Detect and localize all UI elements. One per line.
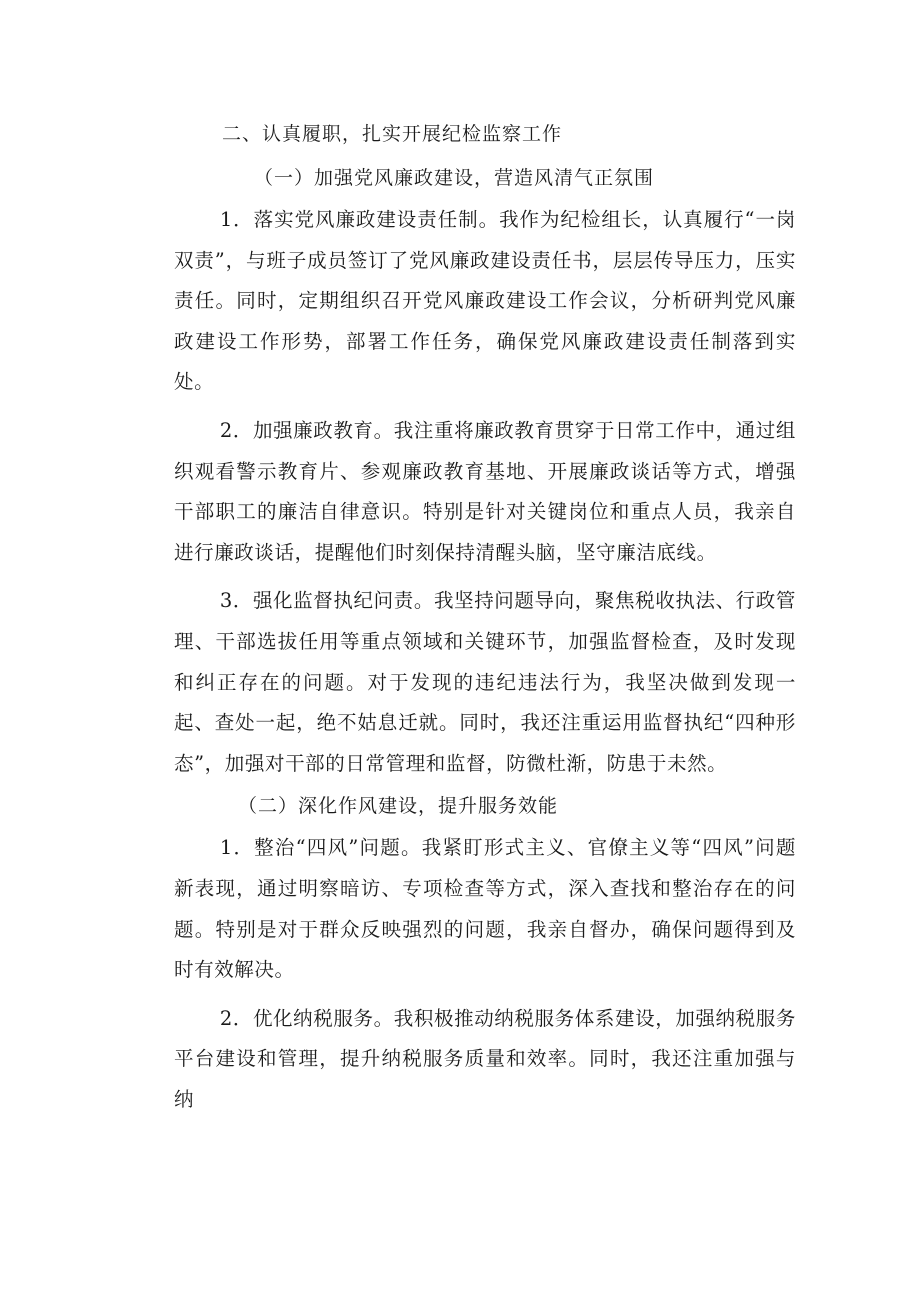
subsection-title-2: （二）深化作风建设，提升服务效能 bbox=[238, 795, 559, 818]
paragraph-2-2: 2．优化纳税服务。我积极推动纳税服务体系建设，加强纳税服务平台建设和管理，提升纳税服务质量和效率。同时，我还注重加强与纳 bbox=[174, 1006, 796, 1111]
paragraph-1-3: 3．强化监督执纪问责。我坚持问题导向，聚焦税收执法、行政管理、干部选拔任用等重点领域和关键环节，加强监督检查，及时发现和纠正存在的问题。对于发现的违纪违法行为，我坚决做到发现一起、查处一起，绝不姑息迁就。同时，我还注重运用监督执纪“四种形态”，加强对干部的日常管理和监督，防微杜渐，防患于未然。 bbox=[174, 589, 796, 775]
paragraph-2-1: 1．整治“四风”问题。我紧盯形式主义、官僚主义等“四风”问题新表现，通过明察暗访、专项检查等方式，深入查找和整治存在的问题。特别是对于群众反映强烈的问题，我亲自督办，确保问题得到及时有效解决。 bbox=[174, 836, 796, 982]
subsection-title-1: （一）加强党风廉政建设，营造风清气正氛围 bbox=[254, 167, 655, 189]
paragraph-1-2: 2．加强廉政教育。我注重将廉政教育贯穿于日常工作中，通过组织观看警示教育片、参观廉政教育基地、开展廉政谈话等方式，增强干部职工的廉洁自律意识。特别是针对关键岗位和重点人员，我亲自进行廉政谈话，提醒他们时刻保持清醒头脑，坚守廉洁底线。 bbox=[174, 418, 796, 564]
section-title: 二、认真履职，扎实开展纪检监察工作 bbox=[222, 123, 563, 145]
document-page bbox=[174, 112, 796, 1120]
paragraph-1-1: 1．落实党风廉政建设责任制。我作为纪检组长，认真履行“一岗双责”，与班子成员签订了党风廉政建设责任书，层层传导压力，压实责任。同时，定期组织召开党风廉政建设工作会议，分析研判党风廉政建设工作形势，部署工作任务，确保党风廉政建设责任制落到实处。 bbox=[174, 208, 796, 394]
